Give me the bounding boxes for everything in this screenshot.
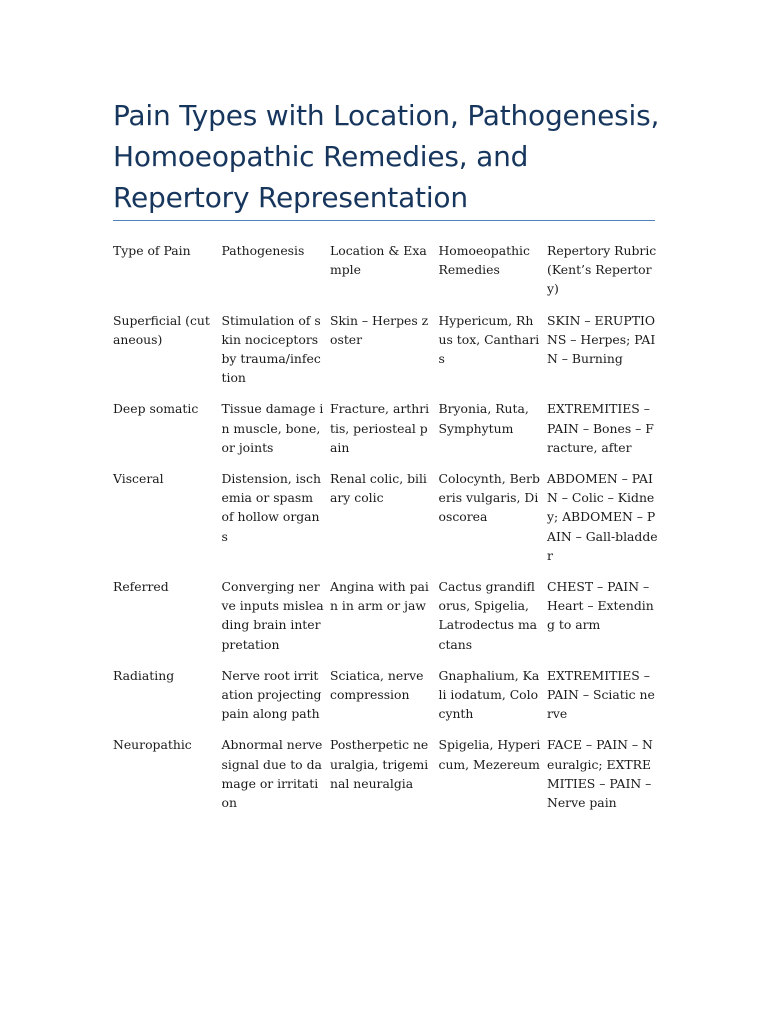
cell-repertory-rubric: FACE – PAIN – Neuralgic; EXTREMITIES – PAIN – Nerve pain	[547, 737, 653, 811]
cell-repertory-rubric: ABDOMEN – PAIN – Colic – Kidney; ABDOMEN – PAIN – Gall-bladder	[547, 471, 658, 563]
cell-type-of-pain: Referred	[113, 579, 169, 595]
cell-location-example: Angina with pain in arm or jaw	[330, 579, 429, 614]
header-repertory-rubric: Repertory Rubric (Kent’s Repertory)	[547, 243, 657, 297]
cell-location-example: Skin – Herpes zoster	[330, 312, 429, 347]
cell-pathogenesis: Abnormal nerve signal due to damage or irritation	[221, 737, 323, 811]
cell-remedies: Spigelia, Hypericum, Mezereum	[438, 737, 541, 772]
page-title: Pain Types with Location, Pathogenesis, Homoeopathic Remedies, and Repertory Representation	[113, 99, 660, 214]
title-underline	[113, 220, 655, 221]
table-row	[113, 735, 658, 812]
cell-pathogenesis: Nerve root irritation projecting pain along path	[221, 667, 322, 722]
cell-remedies: Colocynth, Berberis vulgaris, Dioscorea	[438, 471, 540, 525]
header-homoeopathic-remedies: Homoeopathic Remedies	[438, 243, 530, 278]
cell-type-of-pain: Superficial (cutaneous)	[113, 312, 210, 347]
table-header-row	[113, 241, 658, 299]
cell-pathogenesis: Converging nerve inputs misleading brain interpretation	[221, 579, 324, 652]
cell-remedies: Hypericum, Rhus tox, Cantharis	[438, 312, 540, 367]
table-row	[113, 399, 658, 457]
cell-remedies: Gnaphalium, Kali iodatum, Colocynth	[438, 667, 540, 722]
cell-type-of-pain: Deep somatic	[113, 401, 199, 417]
cell-location-example: Sciatica, nerve compression	[330, 667, 424, 703]
cell-pathogenesis: Stimulation of skin nociceptors by trauma/infection	[221, 312, 321, 386]
cell-repertory-rubric: CHEST – PAIN – Heart – Extending to arm	[547, 579, 654, 633]
table-row	[113, 311, 658, 388]
cell-repertory-rubric: EXTREMITIES – PAIN – Sciatic nerve	[547, 667, 655, 722]
cell-remedies: Cactus grandiflorus, Spigelia, Latrodectus mactans	[438, 579, 538, 652]
pain-types-table	[113, 241, 658, 824]
header-pathogenesis: Pathogenesis	[221, 243, 305, 258]
cell-location-example: Renal colic, biliary colic	[330, 471, 427, 506]
table-row	[113, 666, 658, 724]
table-row	[113, 469, 658, 565]
cell-pathogenesis: Distension, ischemia or spasm of hollow organs	[221, 471, 321, 544]
cell-location-example: Fracture, arthritis, periosteal pain	[330, 401, 430, 455]
table-row	[113, 577, 658, 654]
cell-repertory-rubric: SKIN – ERUPTIONS – Herpes; PAIN – Burning	[547, 312, 656, 367]
cell-type-of-pain: Radiating	[113, 667, 175, 683]
cell-pathogenesis: Tissue damage in muscle, bone, or joints	[221, 401, 324, 455]
cell-remedies: Bryonia, Ruta, Symphytum	[438, 401, 529, 436]
cell-location-example: Postherpetic neuralgia, trigeminal neuralgia	[330, 737, 429, 791]
cell-type-of-pain: Neuropathic	[113, 737, 192, 753]
header-location-example: Location & Example	[330, 243, 427, 278]
cell-type-of-pain: Visceral	[113, 471, 164, 487]
header-type-of-pain: Type of Pain	[113, 243, 191, 258]
cell-repertory-rubric: EXTREMITIES – PAIN – Bones – Fracture, after	[547, 401, 654, 455]
